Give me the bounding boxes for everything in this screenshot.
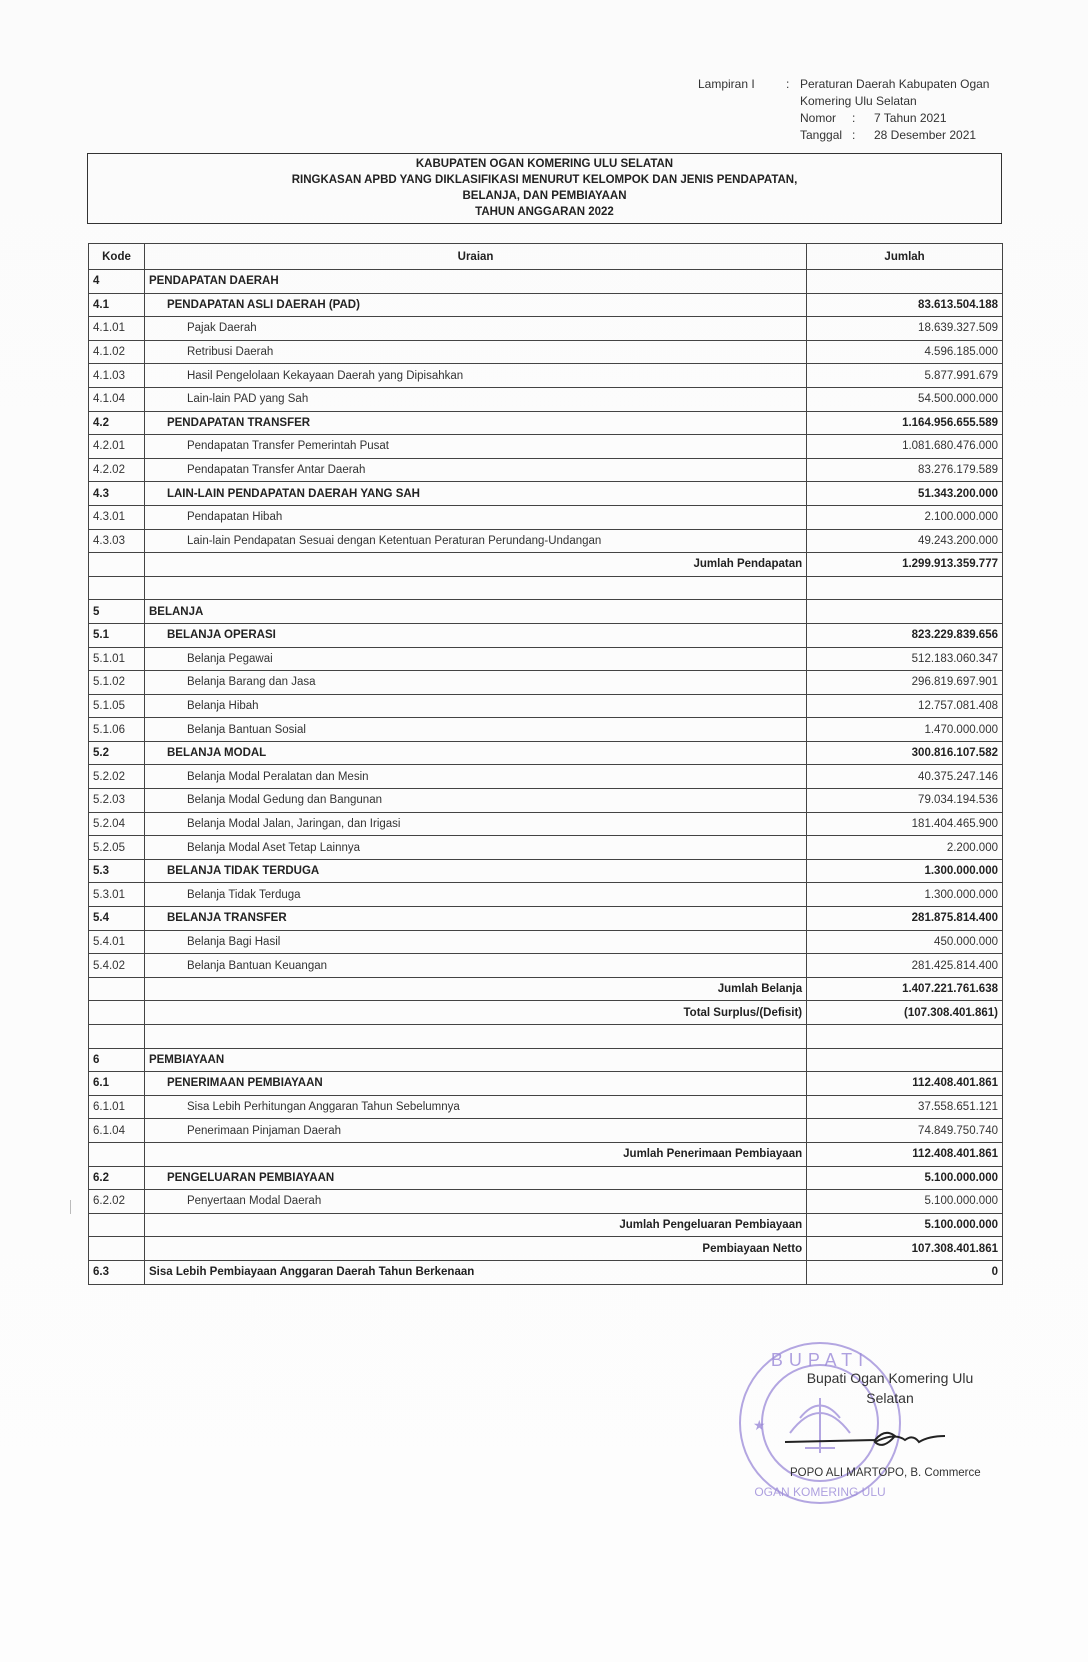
cell-kode: 4.3.01 xyxy=(89,505,145,529)
cell-kode: 5.2.04 xyxy=(89,812,145,836)
cell-jumlah: (107.308.401.861) xyxy=(807,1001,1003,1025)
cell-uraian: PENERIMAAN PEMBIAYAAN xyxy=(144,1072,806,1096)
table-row xyxy=(89,930,1003,954)
column-header-kode: Kode xyxy=(89,244,145,270)
cell-uraian: Hasil Pengelolaan Kekayaan Daerah yang Dipisahkan xyxy=(144,364,806,388)
table-total-row xyxy=(89,553,1003,577)
cell-uraian: Pembiayaan Netto xyxy=(144,1237,806,1261)
cell-kode: 5.2.03 xyxy=(89,789,145,813)
table-row xyxy=(89,812,1003,836)
cell-kode: 6.3 xyxy=(89,1260,145,1284)
cell-uraian: PEMBIAYAAN xyxy=(144,1048,806,1072)
cell-uraian: PENDAPATAN DAERAH xyxy=(144,270,806,294)
cell-uraian: Pendapatan Transfer Antar Daerah xyxy=(144,458,806,482)
cell-jumlah: 54.500.000.000 xyxy=(807,387,1003,411)
table-row xyxy=(89,317,1003,341)
signatory-title xyxy=(790,1368,990,1408)
cell-kode: 5.4.02 xyxy=(89,954,145,978)
table-row xyxy=(89,647,1003,671)
table-row xyxy=(89,364,1003,388)
table-row xyxy=(89,411,1003,435)
table-row xyxy=(89,505,1003,529)
nomor-label: Nomor xyxy=(800,111,837,125)
apbd-summary-table xyxy=(88,243,1003,1285)
cell-kode: 5.1.06 xyxy=(89,718,145,742)
cell-kode: 4.1.04 xyxy=(89,387,145,411)
cell-jumlah: 2.200.000 xyxy=(807,836,1003,860)
cell-uraian: Pendapatan Transfer Pemerintah Pusat xyxy=(144,435,806,459)
table-row xyxy=(89,789,1003,813)
cell-kode: 5.1 xyxy=(89,623,145,647)
cell-uraian: Sisa Lebih Pembiayaan Anggaran Daerah Tahun Berkenaan xyxy=(144,1260,806,1284)
cell-jumlah: 0 xyxy=(807,1260,1003,1284)
cell-kode xyxy=(89,1237,145,1261)
cell-uraian: PENGELUARAN PEMBIAYAAN xyxy=(144,1166,806,1190)
cell-jumlah: 181.404.465.900 xyxy=(807,812,1003,836)
cell-uraian: Lain-lain PAD yang Sah xyxy=(144,387,806,411)
lampiran-label: Lampiran I xyxy=(698,77,755,91)
title-line-4: TAHUN ANGGARAN 2022 xyxy=(475,206,614,218)
cell-uraian: BELANJA MODAL xyxy=(144,741,806,765)
table-row xyxy=(89,1095,1003,1119)
table-total-row xyxy=(89,1001,1003,1025)
column-header-jumlah: Jumlah xyxy=(807,244,1003,270)
cell-kode xyxy=(89,1213,145,1237)
cell-uraian: Belanja Modal Jalan, Jaringan, dan Irigasi xyxy=(144,812,806,836)
table-row xyxy=(89,623,1003,647)
cell-uraian: Belanja Pegawai xyxy=(144,647,806,671)
cell-uraian: PENDAPATAN TRANSFER xyxy=(144,411,806,435)
cell-jumlah: 2.100.000.000 xyxy=(807,505,1003,529)
cell-uraian xyxy=(144,1025,806,1049)
cell-uraian: BELANJA xyxy=(144,600,806,624)
cell-kode: 5.3 xyxy=(89,859,145,883)
column-header-uraian: Uraian xyxy=(144,244,806,270)
cell-uraian xyxy=(144,576,806,600)
regulation-line-1: Peraturan Daerah Kabupaten Ogan xyxy=(800,77,990,91)
title-line-2: RINGKASAN APBD YANG DIKLASIFIKASI MENURUT KELOMPOK DAN JENIS PENDAPATAN, xyxy=(291,174,798,186)
table-row xyxy=(89,482,1003,506)
cell-kode: 6.2 xyxy=(89,1166,145,1190)
table-row xyxy=(89,954,1003,978)
cell-kode: 5.1.02 xyxy=(89,671,145,695)
cell-uraian: BELANJA OPERASI xyxy=(144,623,806,647)
table-header-row xyxy=(89,244,1003,270)
cell-uraian: Pendapatan Hibah xyxy=(144,505,806,529)
cell-kode: 4.2.02 xyxy=(89,458,145,482)
cell-jumlah: 5.100.000.000 xyxy=(807,1166,1003,1190)
table-row xyxy=(89,1166,1003,1190)
title-line-1: KABUPATEN OGAN KOMERING ULU SELATAN xyxy=(415,158,674,170)
cell-uraian: Belanja Bantuan Sosial xyxy=(144,718,806,742)
cell-jumlah: 1.407.221.761.638 xyxy=(807,977,1003,1001)
cell-jumlah: 74.849.750.740 xyxy=(807,1119,1003,1143)
separator: : xyxy=(852,128,856,142)
cell-kode: 4.3 xyxy=(89,482,145,506)
cell-uraian: Belanja Hibah xyxy=(144,694,806,718)
table-row xyxy=(89,741,1003,765)
cell-kode: 5.2.02 xyxy=(89,765,145,789)
cell-jumlah: 112.408.401.861 xyxy=(807,1072,1003,1096)
cell-uraian: Belanja Modal Peralatan dan Mesin xyxy=(144,765,806,789)
cell-uraian: Sisa Lebih Perhitungan Anggaran Tahun Sebelumnya xyxy=(144,1095,806,1119)
cell-kode: 5.2 xyxy=(89,741,145,765)
cell-jumlah: 12.757.081.408 xyxy=(807,694,1003,718)
signatory-title-line-2: Selatan xyxy=(866,1390,914,1406)
table-row xyxy=(89,1048,1003,1072)
cell-jumlah: 512.183.060.347 xyxy=(807,647,1003,671)
cell-uraian: Belanja Bagi Hasil xyxy=(144,930,806,954)
cell-uraian: Lain-lain Pendapatan Sesuai dengan Ketentuan Peraturan Perundang-Undangan xyxy=(144,529,806,553)
cell-kode: 6 xyxy=(89,1048,145,1072)
cell-jumlah xyxy=(807,600,1003,624)
cell-jumlah: 1.300.000.000 xyxy=(807,883,1003,907)
table-row xyxy=(89,458,1003,482)
cell-uraian: BELANJA TRANSFER xyxy=(144,907,806,931)
table-row xyxy=(89,270,1003,294)
table-row xyxy=(89,718,1003,742)
cell-jumlah: 1.164.956.655.589 xyxy=(807,411,1003,435)
cell-kode: 6.1 xyxy=(89,1072,145,1096)
cell-jumlah: 4.596.185.000 xyxy=(807,340,1003,364)
table-row xyxy=(89,529,1003,553)
signatory-name: POPO ALI MARTOPO, B. Commerce xyxy=(790,1467,981,1479)
cell-jumlah: 300.816.107.582 xyxy=(807,741,1003,765)
table-row xyxy=(89,387,1003,411)
cell-jumlah xyxy=(807,1025,1003,1049)
cell-jumlah: 37.558.651.121 xyxy=(807,1095,1003,1119)
cell-jumlah: 296.819.697.901 xyxy=(807,671,1003,695)
cell-jumlah xyxy=(807,1048,1003,1072)
separator: : xyxy=(852,111,856,125)
handwritten-signature-icon xyxy=(780,1420,980,1460)
cell-kode: 5.3.01 xyxy=(89,883,145,907)
table-row xyxy=(89,1190,1003,1214)
table-row xyxy=(89,1119,1003,1143)
cell-uraian: Jumlah Pendapatan xyxy=(144,553,806,577)
cell-jumlah: 49.243.200.000 xyxy=(807,529,1003,553)
table-row xyxy=(89,765,1003,789)
cell-uraian: Belanja Modal Gedung dan Bangunan xyxy=(144,789,806,813)
cell-kode: 4.1.02 xyxy=(89,340,145,364)
table-total-row xyxy=(89,1213,1003,1237)
cell-kode: 4.1 xyxy=(89,293,145,317)
cell-kode: 4 xyxy=(89,270,145,294)
table-row xyxy=(89,1260,1003,1284)
table-row xyxy=(89,859,1003,883)
cell-jumlah: 5.100.000.000 xyxy=(807,1190,1003,1214)
nomor-value: 7 Tahun 2021 xyxy=(874,111,947,125)
cell-jumlah: 1.470.000.000 xyxy=(807,718,1003,742)
cell-kode: 4.3.03 xyxy=(89,529,145,553)
cell-uraian: Jumlah Penerimaan Pembiayaan xyxy=(144,1142,806,1166)
document-title-box xyxy=(87,153,1002,224)
cell-uraian: Penerimaan Pinjaman Daerah xyxy=(144,1119,806,1143)
regulation-line-2: Komering Ulu Selatan xyxy=(800,94,917,108)
svg-text:OGAN KOMERING ULU: OGAN KOMERING ULU xyxy=(754,1485,886,1499)
svg-text:BUPATI: BUPATI xyxy=(770,1350,870,1370)
cell-uraian: PENDAPATAN ASLI DAERAH (PAD) xyxy=(144,293,806,317)
cell-jumlah: 5.100.000.000 xyxy=(807,1213,1003,1237)
cell-kode: 5.4 xyxy=(89,907,145,931)
cell-uraian: Belanja Bantuan Keuangan xyxy=(144,954,806,978)
cell-uraian: Jumlah Pengeluaran Pembiayaan xyxy=(144,1213,806,1237)
table-row xyxy=(89,883,1003,907)
cell-jumlah: 83.613.504.188 xyxy=(807,293,1003,317)
cell-kode: 4.1.01 xyxy=(89,317,145,341)
table-row xyxy=(89,671,1003,695)
cell-uraian: LAIN-LAIN PENDAPATAN DAERAH YANG SAH xyxy=(144,482,806,506)
table-row xyxy=(89,600,1003,624)
separator: : xyxy=(786,77,790,91)
cell-uraian: Pajak Daerah xyxy=(144,317,806,341)
cell-kode: 6.1.04 xyxy=(89,1119,145,1143)
cell-kode: 5.2.05 xyxy=(89,836,145,860)
cell-jumlah: 107.308.401.861 xyxy=(807,1237,1003,1261)
cell-kode: 6.2.02 xyxy=(89,1190,145,1214)
cell-uraian: Penyertaan Modal Daerah xyxy=(144,1190,806,1214)
cell-kode: 5.1.05 xyxy=(89,694,145,718)
cell-jumlah: 823.229.839.656 xyxy=(807,623,1003,647)
cell-jumlah: 18.639.327.509 xyxy=(807,317,1003,341)
cell-jumlah: 5.877.991.679 xyxy=(807,364,1003,388)
table-row xyxy=(89,694,1003,718)
cell-uraian: Retribusi Daerah xyxy=(144,340,806,364)
cell-jumlah xyxy=(807,576,1003,600)
table-row xyxy=(89,836,1003,860)
cell-kode xyxy=(89,1001,145,1025)
table-total-row xyxy=(89,1142,1003,1166)
cell-uraian: Belanja Tidak Terduga xyxy=(144,883,806,907)
cell-jumlah: 83.276.179.589 xyxy=(807,458,1003,482)
cell-jumlah: 281.425.814.400 xyxy=(807,954,1003,978)
cell-kode: 5.1.01 xyxy=(89,647,145,671)
table-row xyxy=(89,1072,1003,1096)
title-line-3: BELANJA, DAN PEMBIAYAAN xyxy=(462,190,627,202)
cell-jumlah: 112.408.401.861 xyxy=(807,1142,1003,1166)
cell-kode: 5.4.01 xyxy=(89,930,145,954)
signatory-title-line-1: Bupati Ogan Komering Ulu xyxy=(806,1370,974,1386)
cell-uraian: Belanja Modal Aset Tetap Lainnya xyxy=(144,836,806,860)
tanggal-value: 28 Desember 2021 xyxy=(874,128,977,142)
cell-jumlah xyxy=(807,270,1003,294)
table-row xyxy=(89,340,1003,364)
cell-kode xyxy=(89,576,145,600)
table-row xyxy=(89,293,1003,317)
cell-uraian: BELANJA TIDAK TERDUGA xyxy=(144,859,806,883)
table-blank-row xyxy=(89,576,1003,600)
cell-kode xyxy=(89,1025,145,1049)
table-row xyxy=(89,435,1003,459)
cell-jumlah: 1.081.680.476.000 xyxy=(807,435,1003,459)
svg-text:★: ★ xyxy=(753,1417,766,1433)
cell-kode: 4.2 xyxy=(89,411,145,435)
cell-jumlah: 51.343.200.000 xyxy=(807,482,1003,506)
cell-kode: 6.1.01 xyxy=(89,1095,145,1119)
table-total-row xyxy=(89,1237,1003,1261)
cell-jumlah: 281.875.814.400 xyxy=(807,907,1003,931)
cell-jumlah: 1.299.913.359.777 xyxy=(807,553,1003,577)
cell-kode xyxy=(89,553,145,577)
cell-kode xyxy=(89,1142,145,1166)
attachment-header xyxy=(698,76,989,144)
table-body xyxy=(89,270,1003,1285)
tanggal-label: Tanggal xyxy=(800,128,843,142)
cell-uraian: Belanja Barang dan Jasa xyxy=(144,671,806,695)
cell-jumlah: 40.375.247.146 xyxy=(807,765,1003,789)
cell-jumlah: 79.034.194.536 xyxy=(807,789,1003,813)
cell-kode: 5 xyxy=(89,600,145,624)
cell-jumlah: 450.000.000 xyxy=(807,930,1003,954)
cell-uraian: Jumlah Belanja xyxy=(144,977,806,1001)
table-blank-row xyxy=(89,1025,1003,1049)
cell-kode: 4.1.03 xyxy=(89,364,145,388)
scan-artifact xyxy=(70,1200,71,1214)
cell-kode xyxy=(89,977,145,1001)
table-row xyxy=(89,907,1003,931)
cell-uraian: Total Surplus/(Defisit) xyxy=(144,1001,806,1025)
cell-kode: 4.2.01 xyxy=(89,435,145,459)
cell-jumlah: 1.300.000.000 xyxy=(807,859,1003,883)
table-total-row xyxy=(89,977,1003,1001)
